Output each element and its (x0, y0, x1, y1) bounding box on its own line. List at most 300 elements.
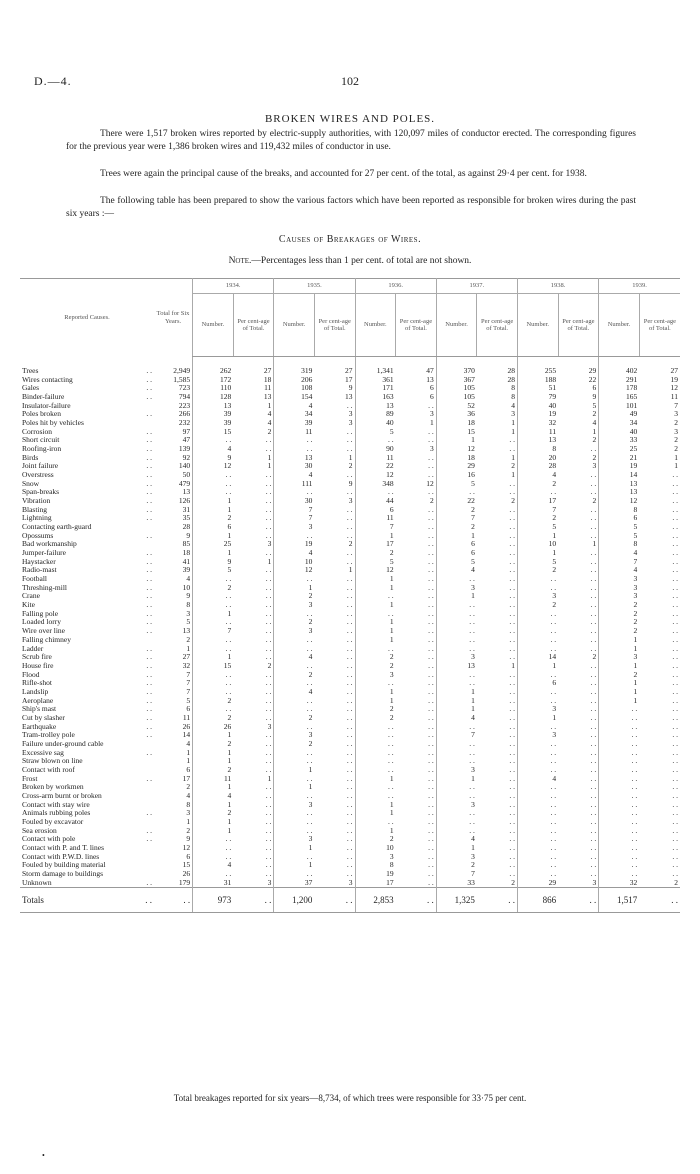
leader-cell: . . (146, 731, 153, 740)
total-cell: 1 (186, 817, 191, 826)
cell-1935-percent: . . (346, 427, 353, 436)
cell-1939-number: . . (599, 757, 640, 766)
cause-cell: Crane (22, 592, 40, 601)
leader-cell: . . (146, 497, 153, 506)
cell-1936-percent: . . (428, 843, 434, 852)
cell-1935-percent: . . (346, 687, 353, 696)
cell-1936-percent: . . (428, 514, 434, 523)
cell-1937-percent: . . (509, 679, 515, 688)
table-row (20, 827, 680, 836)
leader-cell: . . (146, 365, 153, 375)
header-percent-1936: Per cent-age of Total. (396, 294, 437, 357)
cell-1935-number: 1 (274, 584, 315, 593)
cell-1938-number: . . (517, 740, 558, 749)
cause-cell: Opossums (22, 531, 54, 540)
table-row (20, 402, 680, 411)
cell-1939-number: 2 (599, 610, 640, 619)
cell-1934-percent: . . (265, 705, 272, 714)
cell-1939-percent: 2 (674, 436, 678, 445)
cell-1939-percent: 19 (670, 375, 678, 384)
cell-1938-percent: . . (590, 679, 597, 688)
cell-1937-percent: . . (509, 852, 515, 861)
cell-1938-number: . . (517, 809, 558, 818)
cell-1937-percent: . . (509, 722, 515, 731)
cell-1934-percent: . . (265, 618, 272, 627)
table-row (20, 688, 680, 697)
cell-1939-number: 1 (599, 645, 640, 654)
totals-1935-number: 1,200 (274, 888, 315, 913)
cell-1934-percent: . . (265, 653, 272, 662)
header-number-1935: Number. (274, 294, 315, 357)
leader-cell (132, 818, 154, 827)
cell-1936-percent: 2 (430, 497, 434, 506)
cell-1936-percent: . . (428, 653, 434, 662)
cell-1934-percent: . . (265, 713, 272, 722)
cell-1936-percent: . . (428, 757, 434, 766)
cell-1934-percent: . . (265, 523, 272, 532)
cell-1934-number: 7 (193, 627, 234, 636)
total-cell: 2 (186, 826, 191, 835)
cell-1939-percent: . . (672, 557, 678, 566)
leader-cell: . . (146, 679, 153, 688)
cell-1937-percent: . . (509, 566, 515, 575)
cell-1937-percent: . . (509, 531, 515, 540)
cell-1939-number: 2 (599, 671, 640, 680)
cell-1938-number: . . (517, 844, 558, 853)
cell-1938-number: . . (517, 575, 558, 584)
cell-1938-number: 29 (517, 879, 558, 888)
table-row (20, 575, 680, 584)
leader-cell (132, 844, 154, 853)
cell-1934-percent: . . (265, 826, 272, 835)
cell-1936-percent: . . (428, 462, 434, 471)
cause-cell: Cross-arm burnt or broken (22, 791, 102, 800)
cell-1936-number: 1 (355, 775, 396, 784)
cell-1934-number: 1 (193, 506, 234, 515)
cell-1936-number: . . (355, 818, 396, 827)
cell-1938-number: . . (517, 488, 558, 497)
cause-cell: Earthquake (22, 722, 57, 731)
cell-1936-percent: . . (428, 505, 434, 514)
cell-1934-number: 2 (193, 714, 234, 723)
cell-1936-number: 171 (355, 384, 396, 393)
cell-1934-number: 31 (193, 879, 234, 888)
cell-1939-number: 3 (599, 575, 640, 584)
cell-1935-percent: 17 (345, 375, 353, 384)
header-percent-1937: Per cent-age of Total. (477, 294, 518, 357)
total-cell: 9 (186, 835, 191, 844)
cell-1936-number: . . (355, 645, 396, 654)
cell-1934-percent: 11 (264, 384, 272, 393)
leader-cell: . . (146, 583, 153, 592)
cell-1939-percent: . . (672, 609, 678, 618)
cell-1936-percent: . . (428, 748, 434, 757)
cell-1934-percent: . . (265, 497, 272, 506)
cell-1936-percent: . . (428, 679, 434, 688)
cell-1937-number: . . (436, 627, 477, 636)
cell-1934-percent: . . (265, 696, 272, 705)
cell-1937-percent: 8 (511, 384, 515, 393)
cell-1938-percent: . . (590, 531, 597, 540)
table-row (20, 818, 680, 827)
cell-1939-percent: 2 (674, 419, 678, 428)
table-row (20, 558, 680, 567)
cell-1938-percent: . . (590, 575, 597, 584)
cell-1937-number: 52 (436, 402, 477, 411)
cell-1937-percent: . . (509, 627, 515, 636)
cause-cell: Rifle-shot (22, 679, 52, 688)
cell-1938-percent: 2 (592, 453, 597, 462)
totals-row (20, 888, 680, 913)
cell-1936-number: 5 (355, 558, 396, 567)
table-row (20, 723, 680, 732)
cell-1934-percent: . . (265, 783, 272, 792)
cell-1935-number: 7 (274, 514, 315, 523)
cell-1934-number: 4 (193, 792, 234, 801)
cell-1934-percent: . . (265, 531, 272, 540)
cell-1935-percent: 3 (348, 419, 353, 428)
header-number-1936: Number. (355, 294, 396, 357)
cell-1936-number: 1 (355, 809, 396, 818)
leader-cell: . . (146, 835, 153, 844)
header-year-1938: 1938. (517, 279, 598, 294)
total-cell: 1 (186, 748, 191, 757)
cell-1938-percent: . . (590, 505, 597, 514)
cell-1935-percent: 27 (345, 366, 353, 375)
cell-1935-number: 3 (274, 835, 315, 844)
cell-1938-number: 2 (517, 566, 558, 575)
cell-1938-percent: . . (590, 783, 597, 792)
cell-1934-percent: . . (265, 731, 272, 740)
cell-1935-percent: . . (346, 765, 353, 774)
cell-1937-number: 36 (436, 410, 477, 419)
cell-1938-percent: . . (590, 523, 597, 532)
cell-1934-number: . . (193, 480, 234, 489)
leader-cell (132, 740, 154, 749)
cell-1938-number: 4 (517, 471, 558, 480)
cell-1937-percent: . . (509, 757, 515, 766)
table-body (20, 357, 680, 888)
cause-cell: Birds (22, 453, 39, 462)
table-row (20, 775, 680, 784)
section-title: BROKEN WIRES AND POLES. (264, 113, 436, 125)
cell-1939-percent: . . (672, 731, 678, 740)
cell-1938-number: 2 (517, 601, 558, 610)
cell-1936-number: 163 (355, 393, 396, 402)
cell-1935-number: 108 (274, 384, 315, 393)
cell-1935-percent: . . (346, 523, 353, 532)
cell-1935-number: . . (274, 575, 315, 584)
cell-1935-number: . . (274, 870, 315, 879)
cell-1937-number: 1 (436, 844, 477, 853)
total-cell: 26 (182, 869, 191, 878)
cell-1939-number: 25 (599, 445, 640, 454)
cell-1937-number: . . (436, 783, 477, 792)
cell-1937-number: 13 (436, 662, 477, 671)
cell-1935-number: 3 (274, 801, 315, 810)
cause-cell: Ladder (22, 644, 44, 653)
cell-1936-number: 90 (355, 445, 396, 454)
cell-1939-percent: . . (672, 505, 678, 514)
cell-1937-number: 2 (436, 506, 477, 515)
cell-1936-number: 1 (355, 575, 396, 584)
cell-1935-percent: . . (346, 531, 353, 540)
cell-1935-percent: . . (346, 557, 353, 566)
cell-1937-percent: . . (509, 557, 515, 566)
cell-1934-number: 2 (193, 697, 234, 706)
cell-1935-percent: . . (346, 722, 353, 731)
cell-1934-number: . . (193, 870, 234, 879)
cause-cell: Corrosion (22, 427, 52, 436)
leader-cell (132, 636, 154, 645)
cell-1939-number: 402 (599, 357, 640, 376)
cell-1936-number: 1 (355, 627, 396, 636)
cell-1937-percent: . . (509, 635, 515, 644)
cell-1936-percent: . . (428, 670, 434, 679)
cell-1934-percent: . . (265, 575, 272, 584)
total-cell: 4 (186, 739, 191, 748)
cell-1936-number: . . (355, 740, 396, 749)
cell-1937-number: 33 (436, 879, 477, 888)
cell-1936-percent: . . (428, 791, 434, 800)
table-row (20, 523, 680, 532)
leader-cell: . . (146, 462, 153, 471)
cell-1934-percent: . . (265, 601, 272, 610)
cell-1939-percent: . . (672, 826, 678, 835)
cell-1937-percent: . . (509, 514, 515, 523)
total-cell: 31 (182, 505, 191, 514)
cause-cell: Straw blown on line (22, 757, 83, 766)
cell-1934-percent: . . (265, 809, 272, 818)
header-percent-1934: Per cent-age of Total. (233, 294, 274, 357)
cell-1935-percent: . . (346, 627, 353, 636)
cell-1937-number: 6 (436, 549, 477, 558)
cell-1934-number: 1 (193, 757, 234, 766)
cell-1936-number: . . (355, 488, 396, 497)
cell-1936-number: 1 (355, 688, 396, 697)
leader-cell: . . (146, 722, 153, 731)
cell-1935-number: 1 (274, 861, 315, 870)
cell-1934-number: . . (193, 688, 234, 697)
cause-cell: Haystacker (22, 557, 56, 566)
cell-1938-percent: 2 (592, 653, 597, 662)
cell-1934-number: 4 (193, 861, 234, 870)
cell-1935-number: 34 (274, 410, 315, 419)
cell-1934-number: . . (193, 575, 234, 584)
cell-1937-percent: . . (509, 705, 515, 714)
cell-1935-number: . . (274, 610, 315, 619)
total-cell: 139 (178, 445, 191, 454)
cell-1939-number: . . (599, 731, 640, 740)
cell-1935-number: . . (274, 818, 315, 827)
cell-1936-number: 12 (355, 566, 396, 575)
cell-1935-number: 3 (274, 627, 315, 636)
cell-1938-percent: 1 (592, 427, 597, 436)
leader-cell: . . (146, 410, 153, 419)
cell-1939-number: 291 (599, 376, 640, 385)
cell-1935-number: . . (274, 853, 315, 862)
cause-cell: Scrub fire (22, 653, 52, 662)
cause-cell: Sea erosion (22, 826, 57, 835)
cell-1939-number: 34 (599, 419, 640, 428)
cell-1939-number: 32 (599, 879, 640, 888)
cell-1935-percent: 3 (348, 410, 353, 419)
cell-1934-percent: . . (265, 835, 272, 844)
cell-1934-percent: . . (265, 583, 272, 592)
cell-1935-percent: . . (346, 583, 353, 592)
cell-1936-number: 40 (355, 419, 396, 428)
cause-cell: Broken by workmen (22, 783, 84, 792)
cell-1939-number: 40 (599, 428, 640, 437)
cell-1935-number: 37 (274, 879, 315, 888)
cell-1939-number: 14 (599, 471, 640, 480)
cell-1937-number: 5 (436, 480, 477, 489)
cell-1937-percent: 3 (511, 410, 515, 419)
leader-cell: . . (146, 618, 153, 627)
cell-1936-percent: 1 (430, 419, 434, 428)
cell-1938-percent: 1 (592, 540, 597, 549)
table-row (20, 584, 680, 593)
cell-1936-percent: . . (428, 575, 434, 584)
cell-1936-percent: . . (428, 661, 434, 670)
cell-1939-number: 1 (599, 688, 640, 697)
header-percent-1938: Per cent-age of Total. (558, 294, 599, 357)
total-cell: 97 (182, 427, 191, 436)
cell-1934-number: 6 (193, 523, 234, 532)
cell-1937-number: 16 (436, 471, 477, 480)
cell-1934-percent: 1 (267, 774, 272, 783)
cell-1937-number: . . (436, 601, 477, 610)
cell-1935-number: 3 (274, 731, 315, 740)
leader-cell: . . (146, 705, 153, 714)
cell-1939-number: 21 (599, 454, 640, 463)
cell-1934-number: 2 (193, 766, 234, 775)
cell-1938-percent: 2 (592, 436, 597, 445)
cell-1935-number: . . (274, 645, 315, 654)
cell-1938-percent: . . (590, 488, 597, 497)
table-row (20, 610, 680, 619)
cell-1934-number: . . (193, 618, 234, 627)
cell-1934-number: . . (193, 436, 234, 445)
cause-cell: Short circuit (22, 436, 60, 445)
cell-1937-number: 18 (436, 419, 477, 428)
cell-1938-number: 19 (517, 410, 558, 419)
cell-1934-number: 1 (193, 653, 234, 662)
header-percent-1939: Per cent-age of Total. (639, 294, 680, 357)
cell-1934-percent: . . (265, 739, 272, 748)
cell-1936-number: . . (355, 757, 396, 766)
cell-1937-number: 2 (436, 861, 477, 870)
cell-1939-percent: . . (672, 809, 678, 818)
cause-cell: Falling pole (22, 609, 59, 618)
cell-1938-percent: . . (590, 549, 597, 558)
cell-1938-percent: . . (590, 722, 597, 731)
cell-1938-number: 51 (517, 384, 558, 393)
table-row (20, 428, 680, 437)
table-row (20, 601, 680, 610)
leader-cell (132, 870, 154, 879)
cell-1934-percent: . . (265, 609, 272, 618)
cell-1935-percent: 1 (348, 453, 353, 462)
total-cell: 5 (186, 618, 191, 627)
cell-1937-number: 1 (436, 697, 477, 706)
cell-1935-percent: . . (346, 445, 353, 454)
cell-1937-percent: . . (509, 869, 515, 878)
total-cell: 28 (182, 523, 191, 532)
cell-1934-number: 4 (193, 445, 234, 454)
cell-1938-percent: . . (590, 765, 597, 774)
cell-1939-percent: . . (672, 869, 678, 878)
cell-1939-percent: . . (672, 757, 678, 766)
cell-1939-number: . . (599, 809, 640, 818)
leader-cell: . . (146, 436, 153, 445)
cell-1938-number: . . (517, 801, 558, 810)
cell-1938-number: 7 (517, 506, 558, 515)
cell-1939-number: 2 (599, 618, 640, 627)
cell-1934-number: 1 (193, 749, 234, 758)
cell-1934-percent: . . (265, 687, 272, 696)
table-row (20, 749, 680, 758)
cell-1937-number: 4 (436, 714, 477, 723)
cell-1939-number: . . (599, 723, 640, 732)
cell-1937-number: 3 (436, 853, 477, 862)
cell-1936-percent: . . (428, 523, 434, 532)
cell-1934-percent: . . (265, 861, 272, 870)
cell-1937-percent: 1 (511, 661, 515, 670)
cell-1934-percent: . . (265, 635, 272, 644)
cell-1934-percent: . . (265, 800, 272, 809)
cause-cell: Storm damage to buildings (22, 869, 104, 878)
cell-1939-number: 19 (599, 462, 640, 471)
cell-1936-number: 13 (355, 402, 396, 411)
cell-1936-number: 1 (355, 801, 396, 810)
cell-1937-percent: 1 (511, 453, 515, 462)
cell-1936-number: 89 (355, 410, 396, 419)
table-row (20, 697, 680, 706)
cell-1937-percent: . . (509, 609, 515, 618)
cell-1935-number: . . (274, 532, 315, 541)
cell-1936-number: 2 (355, 549, 396, 558)
cell-1938-percent: . . (590, 609, 597, 618)
cell-1935-number: . . (274, 775, 315, 784)
cell-1934-percent: . . (265, 592, 272, 601)
cell-1935-number: . . (274, 679, 315, 688)
leader-cell (132, 523, 154, 532)
cell-1938-number: 13 (517, 436, 558, 445)
cell-1935-number: 2 (274, 618, 315, 627)
cell-1936-percent: . . (428, 531, 434, 540)
cell-1939-percent: . . (672, 531, 678, 540)
cell-1939-percent: . . (672, 575, 678, 584)
cell-1939-percent: 3 (674, 410, 678, 419)
cell-1934-percent: . . (265, 791, 272, 800)
cell-1938-number: 3 (517, 705, 558, 714)
cell-1937-number: . . (436, 749, 477, 758)
cell-1934-number: 26 (193, 723, 234, 732)
total-cell: 35 (182, 514, 191, 523)
table-row (20, 357, 680, 376)
cell-1935-number: . . (274, 697, 315, 706)
cause-cell: Contacting earth-guard (22, 523, 92, 532)
totals-label-text: Totals (22, 895, 44, 906)
table-row (20, 506, 680, 515)
cell-1935-number: . . (274, 757, 315, 766)
header-year-1936: 1936. (355, 279, 436, 294)
cause-cell: Bad workmanship (22, 540, 77, 549)
leader-cell: . . (146, 601, 153, 610)
cause-cell: Span-breaks (22, 488, 60, 497)
leader-cell: . . (146, 609, 153, 618)
